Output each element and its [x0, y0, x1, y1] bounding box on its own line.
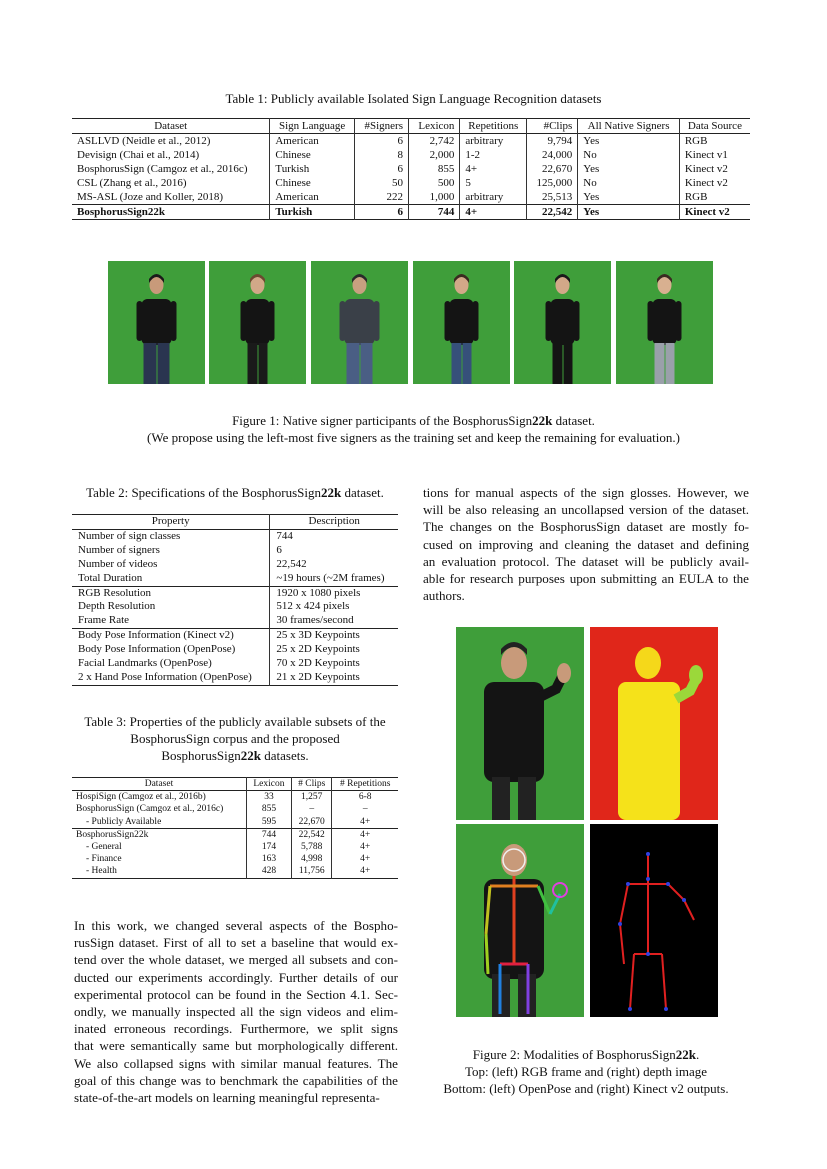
table3 — [72, 777, 398, 879]
table2-header-cell: Description — [270, 515, 398, 530]
table3-header-cell: Lexicon — [246, 778, 291, 791]
table1-cell: 25,513 — [527, 190, 578, 205]
table1-cell: CSL (Zhang et al., 2016) — [77, 177, 187, 189]
table3-cell: 4+ — [332, 828, 398, 841]
table3-cell: BosphorusSign22k — [72, 828, 246, 841]
table1-cell: 1-2 — [460, 148, 527, 162]
table1-header-cell: Data Source — [679, 119, 750, 134]
paragraph-line: tions for manual aspects of the sign glosses. However, we — [423, 485, 749, 500]
table2-cell: Frame Rate — [78, 614, 130, 627]
table2-cell: 512 x 424 pixels — [270, 600, 398, 614]
figure2-grid — [456, 627, 718, 1017]
signer-photo-3 — [311, 261, 408, 384]
table2-cell: 30 frames/second — [270, 614, 398, 628]
table1-cell: RGB — [679, 190, 750, 205]
signer-photo-5 — [514, 261, 611, 384]
table2-cell: 25 x 3D Keypoints — [270, 629, 398, 643]
table3-cell: 4+ — [332, 853, 398, 865]
table1-cell: BosphorusSign (Camgoz et al., 2016c) — [77, 163, 248, 175]
table1 — [72, 118, 750, 220]
table-row — [72, 828, 398, 841]
table3-cell: - Publicly Available — [86, 816, 162, 827]
table1-cell: BosphorusSign22k — [72, 205, 270, 220]
signer-photo-1 — [108, 261, 205, 384]
table1-cell: 24,000 — [527, 148, 578, 162]
kinect-skeleton-image — [590, 824, 718, 1017]
table3-cell: HospiSign (Camgoz et al., 2016b) — [76, 792, 206, 803]
table2-cell: 70 x 2D Keypoints — [270, 657, 398, 671]
table1-cell: 125,000 — [527, 176, 578, 190]
table1-cell: Yes — [578, 162, 680, 176]
paragraph-line: state-of-the-art models on learning meaningful representa- — [74, 1090, 380, 1106]
table1-body — [72, 134, 750, 220]
table1-cell: Kinect v2 — [679, 205, 750, 220]
table1-cell: 8 — [354, 148, 408, 162]
table3-cell: 428 — [246, 865, 291, 878]
table1-header-cell: Lexicon — [408, 119, 459, 134]
paragraph-line: The changes on the BosphorusSign dataset are mostly fo- — [423, 519, 749, 535]
table2-cell: 6 — [270, 544, 398, 558]
table1-header-cell: #Signers — [354, 119, 408, 134]
table1-cell: arbitrary — [460, 134, 527, 149]
paragraph-line: able for research purposes upon submitting an EULA to the — [423, 571, 749, 587]
paragraph-line: goal of this change was to benchmark the capabilities of the — [74, 1072, 398, 1088]
table-row — [72, 190, 750, 205]
left-body-paragraph — [74, 917, 398, 1106]
table-row — [72, 657, 398, 671]
signer-photo-4 — [413, 261, 510, 384]
table1-cell: 500 — [408, 176, 459, 190]
paragraph-line: authors. — [423, 588, 465, 604]
table3-cell: 744 — [246, 828, 291, 841]
right-body-paragraph — [423, 484, 749, 604]
table3-cell: 5,788 — [291, 841, 332, 853]
paragraph-line: inated erroneous recordings. Furthermore, we split signs — [74, 1021, 398, 1037]
table-row — [72, 205, 750, 220]
table-row — [72, 586, 398, 600]
table-row — [72, 134, 750, 149]
table1-cell: Kinect v2 — [679, 162, 750, 176]
table-row — [72, 558, 398, 572]
table1-cell: 855 — [408, 162, 459, 176]
table-row — [72, 803, 398, 815]
table2-cell: Number of signers — [78, 543, 160, 556]
table1-header-row — [72, 119, 750, 134]
signer-photo-6 — [616, 261, 713, 384]
paragraph-line: ducted our experiments accordingly. Further details of our — [74, 969, 398, 985]
table2 — [72, 514, 398, 686]
paragraph-line: rusSign dataset. First of all to set a baseline that would ex- — [74, 935, 398, 951]
table2-cell: Number of sign classes — [78, 529, 181, 542]
table1-cell: Turkish — [270, 205, 355, 220]
table3-body — [72, 791, 398, 878]
table3-header-cell: # Clips — [291, 778, 332, 791]
table-row — [72, 841, 398, 853]
table2-caption: Table 2: Specifications of the BosphorusSign22k dataset. — [86, 485, 384, 500]
table3-cell: 11,756 — [291, 865, 332, 878]
table1-cell: 222 — [354, 190, 408, 205]
table1-cell: 9,794 — [527, 134, 578, 149]
table1-header-cell: All Native Signers — [578, 119, 680, 134]
table2-cell: 744 — [270, 529, 398, 543]
table1-cell: 50 — [354, 176, 408, 190]
table2-cell: Number of videos — [78, 557, 158, 570]
table3-cell: 4,998 — [291, 853, 332, 865]
table1-cell: Devisign (Chai et al., 2014) — [77, 149, 200, 161]
signer-photo-2 — [209, 261, 306, 384]
table3-cell: - General — [86, 842, 122, 853]
table1-cell: 4+ — [460, 205, 527, 220]
table1-cell: Kinect v1 — [679, 148, 750, 162]
paragraph-line: In this work, we changed several aspects of the Bospho- — [74, 918, 398, 933]
table3-cell: - Health — [86, 866, 117, 877]
table1-caption: Table 1: Publicly available Isolated Sign Language Recognition datasets — [225, 91, 602, 106]
table1-cell: arbitrary — [460, 190, 527, 205]
paragraph-line: cused on improving and cleaning the dataset and defining — [423, 536, 749, 552]
table1-cell: 744 — [408, 205, 459, 220]
table2-cell: 2 x Hand Pose Information (OpenPose) — [78, 670, 252, 683]
table2-cell: ~19 hours (~2M frames) — [270, 572, 398, 586]
table1-cell: ASLLVD (Neidle et al., 2012) — [77, 135, 211, 147]
table1-cell: Turkish — [270, 162, 355, 176]
table2-header-cell: Property — [151, 515, 190, 527]
table1-cell: Yes — [578, 190, 680, 205]
table2-cell: Total Duration — [78, 571, 143, 584]
paragraph-line: We also collapsed signs with similar manual features. The — [74, 1055, 398, 1071]
table-row — [72, 865, 398, 878]
table1-cell: 6 — [354, 134, 408, 149]
table2-cell: 25 x 2D Keypoints — [270, 643, 398, 657]
table-row — [72, 614, 398, 628]
table-row — [72, 629, 398, 643]
table-row — [72, 600, 398, 614]
table2-cell: Facial Landmarks (OpenPose) — [78, 657, 212, 670]
table1-cell: No — [578, 176, 680, 190]
table3-caption: Table 3: Properties of the publicly available subsets of the BosphorusSign corpus and the proposed BosphorusSign22k datasets. — [84, 714, 386, 763]
table3-cell: 163 — [246, 853, 291, 865]
figure2-caption: Figure 2: Modalities of BosphorusSign22k. Top: (left) RGB frame and (right) depth image Bottom: (left) OpenPose and (right) Kinect v2 outputs. — [443, 1047, 729, 1096]
table2-header-row — [72, 515, 398, 530]
table1-cell: Yes — [578, 205, 680, 220]
table1-cell: MS-ASL (Joze and Koller, 2018) — [77, 191, 224, 203]
table3-header-cell: Dataset — [144, 779, 174, 789]
table1-cell: 22,670 — [527, 162, 578, 176]
table1-cell: 2,000 — [408, 148, 459, 162]
table-row — [72, 544, 398, 558]
table1-cell: Chinese — [270, 176, 355, 190]
table3-cell: 855 — [246, 803, 291, 815]
table3-cell: 4+ — [332, 816, 398, 829]
table1-cell: 2,742 — [408, 134, 459, 149]
openpose-image — [456, 824, 584, 1017]
table3-cell: – — [332, 803, 398, 815]
table-row — [72, 162, 750, 176]
table3-cell: – — [291, 803, 332, 815]
table2-cell: 21 x 2D Keypoints — [270, 671, 398, 685]
table1-header-cell: Sign Language — [270, 119, 355, 134]
rgb-frame-image — [456, 627, 584, 820]
paragraph-line: experimental protocol can be found in the Section 4.1. Sec- — [74, 986, 398, 1002]
depth-image — [590, 627, 718, 820]
table3-cell: 33 — [246, 791, 291, 804]
table3-cell: - Finance — [86, 854, 122, 865]
table-row — [72, 529, 398, 543]
table-row — [72, 572, 398, 586]
table1-cell: RGB — [679, 134, 750, 149]
table2-cell: RGB Resolution — [72, 586, 270, 600]
paragraph-line: ondly, we manually inspected all the sign videos and elim- — [74, 1004, 398, 1020]
table1-cell: Yes — [578, 134, 680, 149]
table2-cell: 22,542 — [270, 558, 398, 572]
table1-cell: 1,000 — [408, 190, 459, 205]
table1-cell: 5 — [460, 176, 527, 190]
figure1-caption: Figure 1: Native signer participants of the BosphorusSign22k dataset. (We propose using the left-most five signers as the training set and keep the remaining for evaluation.) — [147, 413, 680, 445]
table1-cell: No — [578, 148, 680, 162]
paragraph-line: tend over the whole dataset, we merged all subsets and con- — [74, 952, 398, 968]
table3-cell: 595 — [246, 816, 291, 829]
table3-cell: 4+ — [332, 865, 398, 878]
table1-header-cell: Repetitions — [460, 119, 527, 134]
table1-cell: Kinect v2 — [679, 176, 750, 190]
table1-cell: 22,542 — [527, 205, 578, 220]
table-row — [72, 816, 398, 829]
table-row — [72, 148, 750, 162]
table3-header-cell: # Repetitions — [332, 778, 398, 791]
table2-cell: Body Pose Information (OpenPose) — [78, 643, 236, 656]
table-row — [72, 791, 398, 804]
table1-cell: 6 — [354, 205, 408, 220]
table1-cell: 6 — [354, 162, 408, 176]
table1-cell: American — [270, 190, 355, 205]
table1-cell: Chinese — [270, 148, 355, 162]
table-row — [72, 643, 398, 657]
table-row — [72, 853, 398, 865]
table3-cell: BosphorusSign (Camgoz et al., 2016c) — [76, 804, 224, 815]
table-row — [72, 176, 750, 190]
table3-cell: 6-8 — [332, 791, 398, 804]
table1-cell: 4+ — [460, 162, 527, 176]
table1-cell: American — [270, 134, 355, 149]
table3-cell: 4+ — [332, 841, 398, 853]
table3-cell: 174 — [246, 841, 291, 853]
paragraph-line: an evaluation protocol. The dataset will be publicly avail- — [423, 553, 749, 569]
table3-cell: 22,542 — [291, 828, 332, 841]
table2-cell: Body Pose Information (Kinect v2) — [72, 629, 270, 643]
table2-cell: 1920 x 1080 pixels — [270, 586, 398, 600]
table-row — [72, 671, 398, 685]
paragraph-line: will be also releasing an uncollapsed version of the dataset. — [423, 502, 749, 518]
table1-header-cell: #Clips — [527, 119, 578, 134]
table1-header-cell: Dataset — [154, 120, 188, 132]
paragraph-line: that were semantically same but morphologically different. — [74, 1038, 398, 1054]
table2-body — [72, 529, 398, 685]
table2-cell: Depth Resolution — [78, 600, 156, 613]
table3-header-row — [72, 778, 398, 791]
table3-cell: 22,670 — [291, 816, 332, 829]
table3-cell: 1,257 — [291, 791, 332, 804]
